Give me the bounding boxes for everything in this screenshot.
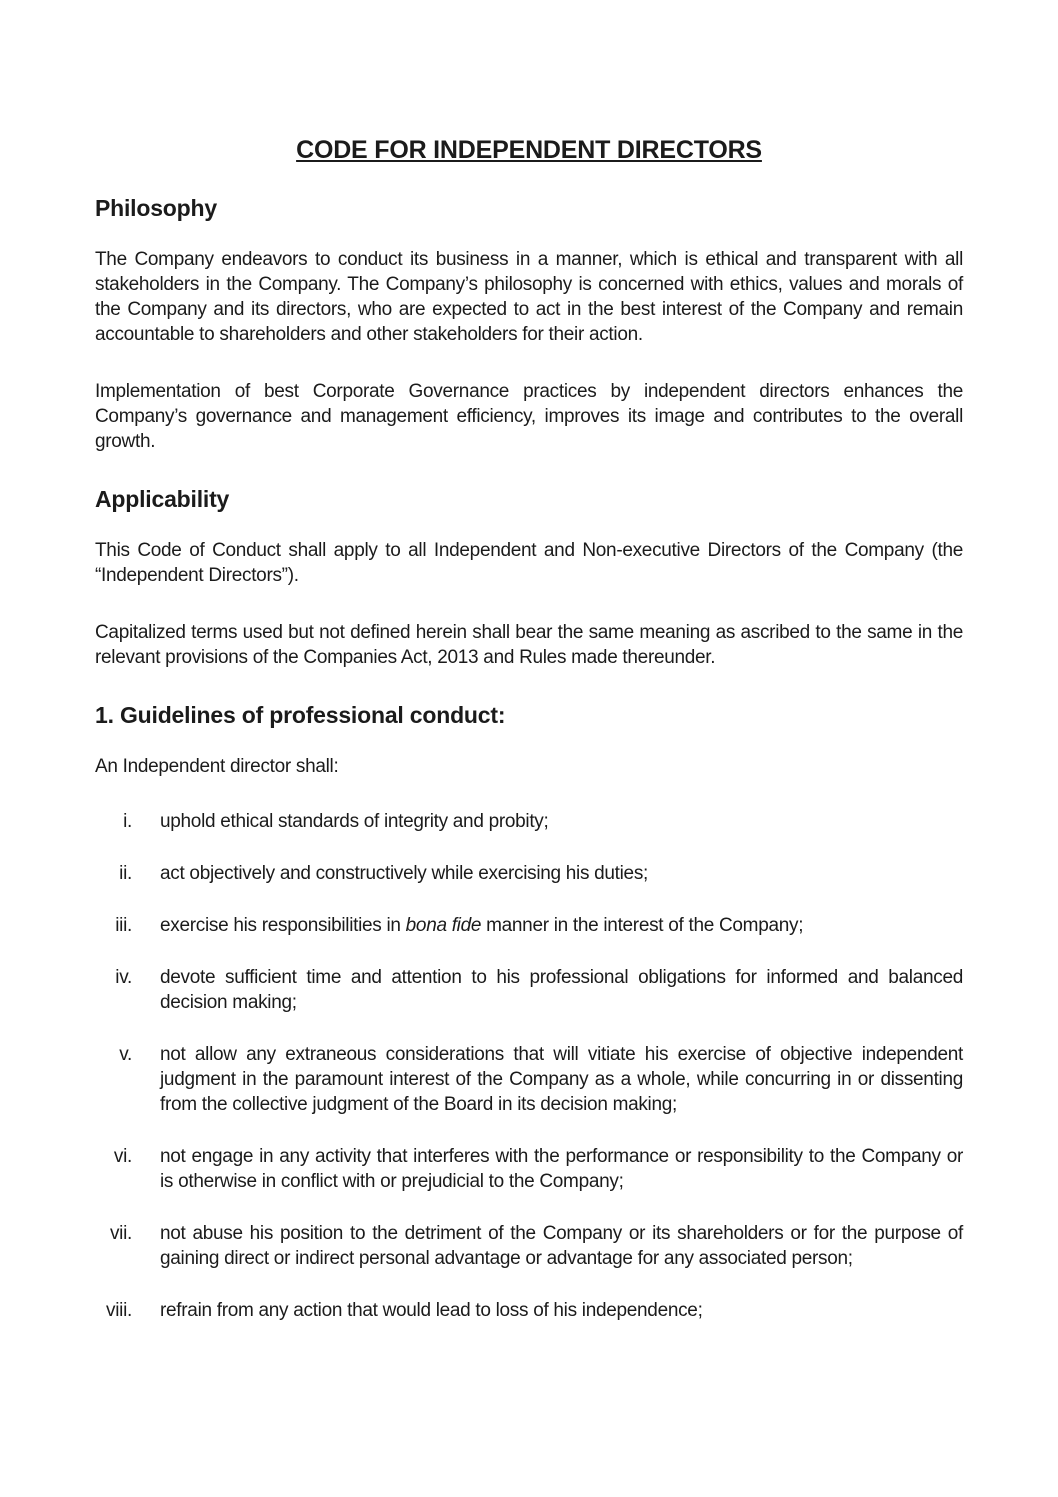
philosophy-paragraph-1: The Company endeavors to conduct its business in a manner, which is ethical and transparent with all stakeholders in the Company. The Company’s philosophy is concerned with ethics, values and morals of the Company and its directors, who are expected to act in the best interest of the Company and remain accountable to shareholders and other stakeholders for their action. xyxy=(95,249,963,345)
guideline-marker: iv. xyxy=(115,967,132,988)
guideline-item xyxy=(95,913,963,938)
guideline-text: devote sufficient time and attention to his professional obligations for informed and balanced decision making; xyxy=(160,967,963,1013)
guideline-text: uphold ethical standards of integrity and probity; xyxy=(160,811,549,832)
guideline-item xyxy=(95,809,963,834)
guideline-text: not allow any extraneous considerations that will vitiate his exercise of objective independent judgment in the paramount interest of the Company as a whole, while concurring in or dissenting from the collective judgment of the Board in its decision making; xyxy=(160,1044,963,1115)
guideline-item xyxy=(95,1221,963,1271)
guideline-text: exercise his responsibilities in bona fide manner in the interest of the Company; xyxy=(160,915,804,936)
guideline-marker: v. xyxy=(119,1044,132,1065)
guidelines-list xyxy=(95,809,963,1323)
guideline-marker: ii. xyxy=(119,863,132,884)
section-heading-guidelines: 1. Guidelines of professional conduct: xyxy=(95,702,506,728)
guideline-marker: iii. xyxy=(115,915,132,936)
applicability-paragraph-1: This Code of Conduct shall apply to all Independent and Non-executive Directors of the Company (the “Independent Directors”). xyxy=(95,540,963,586)
section-heading-applicability: Applicability xyxy=(95,486,230,512)
guideline-item xyxy=(95,1042,963,1117)
guideline-marker: i. xyxy=(123,811,132,832)
section-heading-philosophy: Philosophy xyxy=(95,195,217,221)
guideline-text: not abuse his position to the detriment of the Company or its shareholders or for the purpose of gaining direct or indirect personal advantage or advantage for any associated person; xyxy=(160,1223,963,1269)
document-title: CODE FOR INDEPENDENT DIRECTORS xyxy=(296,136,762,164)
guidelines-intro: An Independent director shall: xyxy=(95,756,339,777)
guideline-marker: vii. xyxy=(109,1223,132,1244)
applicability-paragraph-2: Capitalized terms used but not defined herein shall bear the same meaning as ascribed to the same in the relevant provisions of the Companies Act, 2013 and Rules made thereunder. xyxy=(95,622,963,668)
guideline-item xyxy=(95,1298,963,1323)
guideline-text: act objectively and constructively while exercising his duties; xyxy=(160,863,649,884)
philosophy-paragraph-2: Implementation of best Corporate Governance practices by independent directors enhances the Company’s governance and management efficiency, improves its image and contributes to the overall growth. xyxy=(95,381,963,452)
guideline-marker: viii. xyxy=(106,1300,132,1321)
guideline-item xyxy=(95,861,963,886)
guideline-text: refrain from any action that would lead to loss of his independence; xyxy=(160,1300,703,1321)
guideline-item xyxy=(95,965,963,1015)
guideline-item xyxy=(95,1144,963,1194)
guideline-marker: vi. xyxy=(113,1146,132,1167)
guideline-text: not engage in any activity that interferes with the performance or responsibility to the Company or is otherwise in conflict with or prejudicial to the Company; xyxy=(160,1146,963,1192)
